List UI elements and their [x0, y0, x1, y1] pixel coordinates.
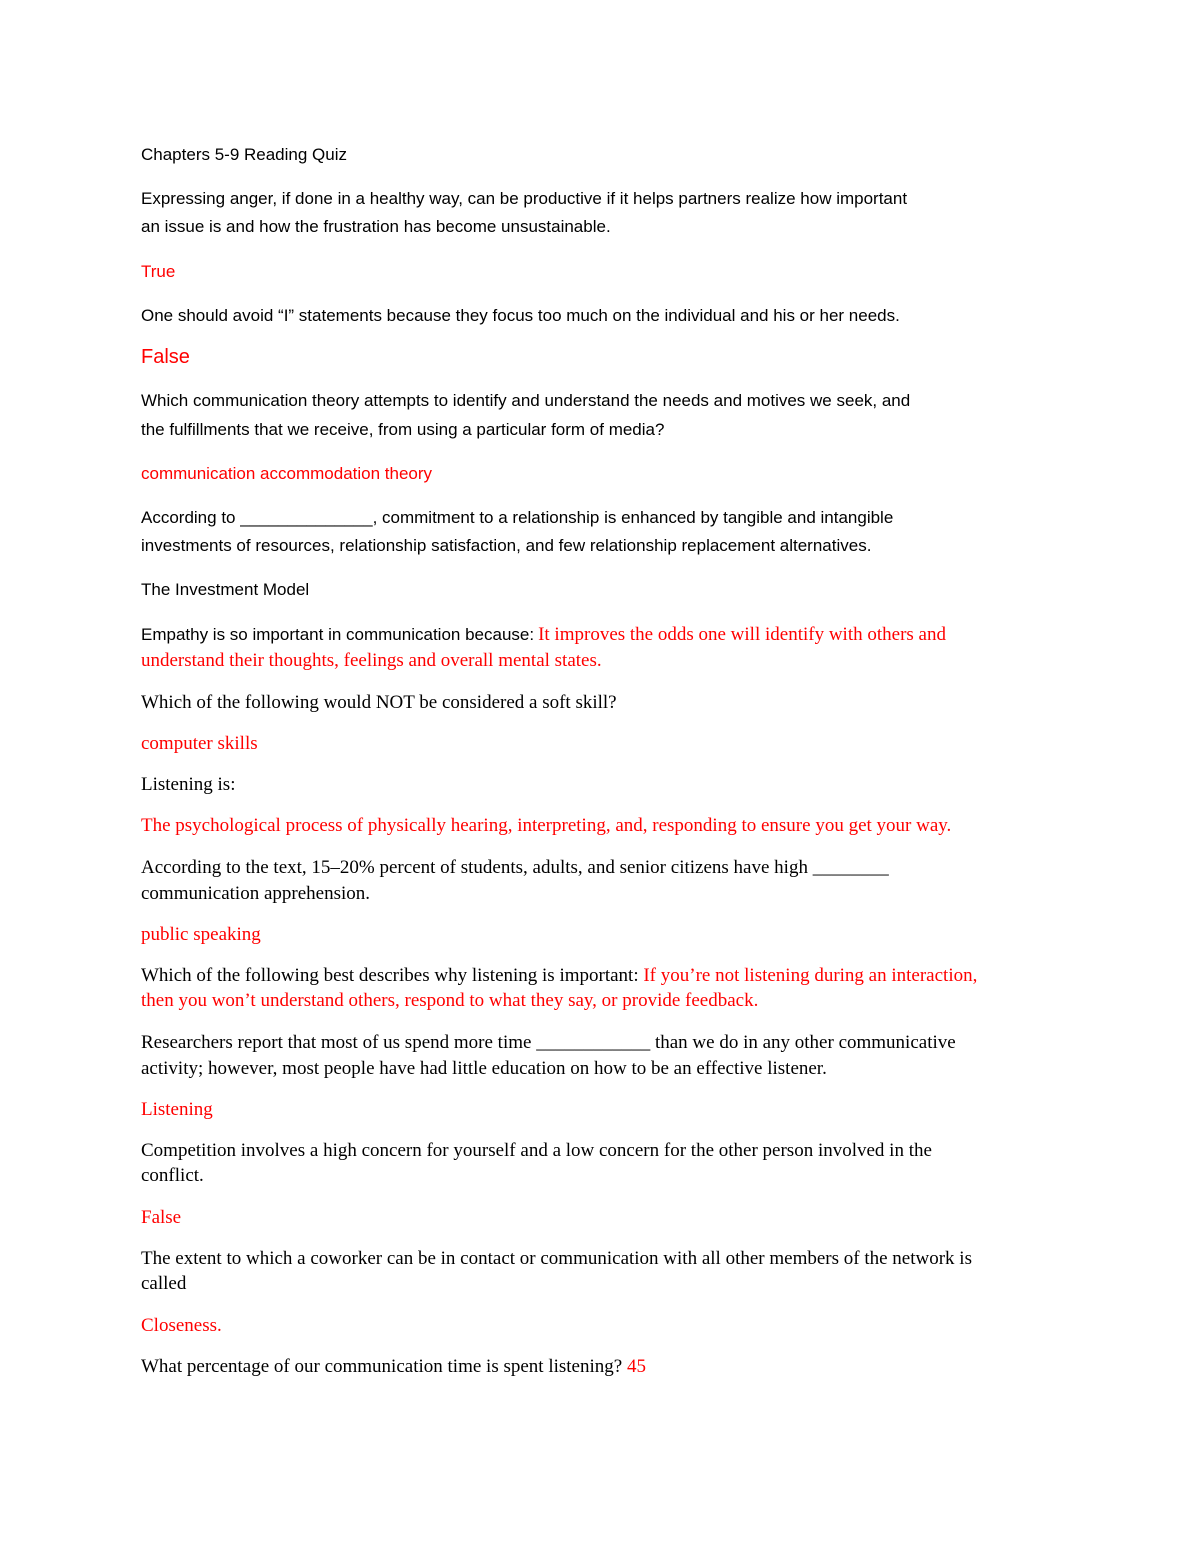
document-title: Chapters 5-9 Reading Quiz [141, 145, 348, 164]
question-13 [141, 1356, 1061, 1378]
question-7: Listening is: [141, 774, 236, 795]
question-4-line-2: investments of resources, relationship satisfaction, and few relationship replacement alternatives. [141, 536, 872, 555]
answer-1: True [141, 262, 176, 281]
question-8-line-1: According to the text, 15–20% percent of students, adults, and senior citizens have high ________ [141, 857, 889, 878]
question-1-line-1: Expressing anger, if done in a healthy way, can be productive if it helps partners realize how important [141, 189, 908, 208]
question-5-prefix: Empathy is so important in communication because: [141, 625, 535, 644]
question-10-line-1: Researchers report that most of us spend more time ____________ than we do in any other communicative [141, 1032, 956, 1053]
answer-9-line-1: If you’re not listening during an interaction, [643, 965, 978, 986]
question-9-prefix: Which of the following best describes why listening is important: [141, 965, 639, 986]
question-5-line-1 [141, 624, 1061, 646]
question-11-line-1: Competition involves a high concern for yourself and a low concern for the other person involved in the [141, 1140, 932, 1161]
answer-5-line-2: understand their thoughts, feelings and overall mental states. [141, 650, 602, 671]
answer-4: The Investment Model [141, 580, 310, 599]
answer-9-line-2: then you won’t understand others, respond to what they say, or provide feedback. [141, 990, 759, 1011]
question-9-line-1 [141, 965, 1061, 987]
question-11-line-2: conflict. [141, 1165, 204, 1186]
answer-6: computer skills [141, 733, 258, 754]
answer-2: False [141, 346, 190, 368]
question-10-line-2: activity; however, most people have had little education on how to be an effective listener. [141, 1058, 827, 1079]
answer-11: False [141, 1207, 182, 1228]
answer-7: The psychological process of physically hearing, interpreting, and, responding to ensure you get your way. [141, 815, 952, 836]
question-12-line-1: The extent to which a coworker can be in contact or communication with all other members of the network is [141, 1248, 972, 1269]
question-8-line-2: communication apprehension. [141, 883, 370, 904]
question-6: Which of the following would NOT be considered a soft skill? [141, 692, 617, 713]
answer-8: public speaking [141, 924, 261, 945]
question-12-line-2: called [141, 1273, 187, 1294]
question-2: One should avoid “I” statements because they focus too much on the individual and his or her needs. [141, 306, 900, 325]
answer-10: Listening [141, 1099, 213, 1120]
answer-5-line-1: It improves the odds one will identify with others and [538, 624, 946, 645]
question-13-prefix: What percentage of our communication time is spent listening? [141, 1356, 623, 1377]
answer-3: communication accommodation theory [141, 464, 433, 483]
answer-13: 45 [626, 1356, 646, 1377]
question-3-line-2: the fulfillments that we receive, from using a particular form of media? [141, 420, 665, 439]
question-4-line-1: According to ______________, commitment to a relationship is enhanced by tangible and intangible [141, 508, 894, 527]
question-3-line-1: Which communication theory attempts to identify and understand the needs and motives we seek, and [141, 391, 911, 410]
answer-12: Closeness. [141, 1315, 222, 1336]
question-1-line-2: an issue is and how the frustration has become unsustainable. [141, 217, 611, 236]
